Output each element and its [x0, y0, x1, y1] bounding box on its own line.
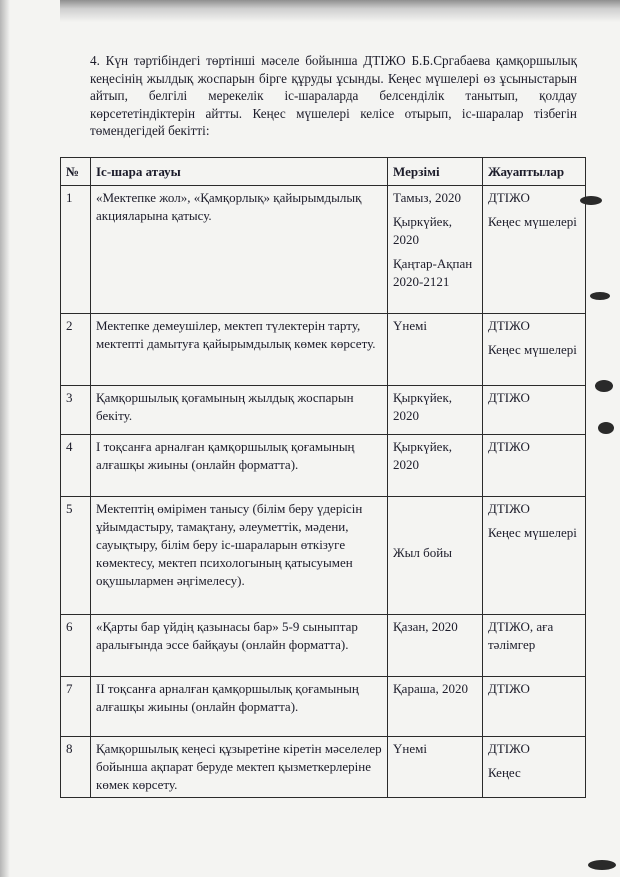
responsible-text: Кеңес мүшелері [488, 214, 577, 229]
table-row [61, 435, 586, 497]
row-number: 4 [61, 435, 91, 497]
punch-hole-mark [598, 422, 614, 434]
activity-plan-table [60, 157, 586, 798]
row-number: 6 [61, 615, 91, 677]
deadline-text: Қаңтар-Ақпан 2020-2121 [393, 256, 473, 289]
deadline-cell [388, 497, 483, 615]
row-number: 2 [61, 314, 91, 386]
responsible-cell [483, 737, 586, 798]
responsible-text: ДТІЖО [488, 318, 530, 333]
header-num: № [61, 158, 91, 186]
header-deadline: Мерзімі [388, 158, 483, 186]
activity-cell: ІІ тоқсанға арналған қамқоршылық қоғамының алғашқы жиыны (онлайн форматта). [91, 677, 388, 737]
row-number: 5 [61, 497, 91, 615]
punch-hole-mark [588, 860, 616, 870]
activity-cell: Мектептің өмірімен танысу (білім беру үдерісін ұйымдастыру, тамақтану, әлеуметтік, мәдени, сауықтыру, білім беру іс-шараларын өткізуге көмектесу, мектеп психологының қатысуымен оқушылармен әңгімелесу). [91, 497, 388, 615]
scan-left-shadow [0, 0, 10, 877]
deadline-text: Үнемі [393, 741, 427, 756]
deadline-cell [388, 677, 483, 737]
responsible-cell [483, 615, 586, 677]
responsible-text: ДТІЖО [488, 390, 530, 405]
deadline-text: Тамыз, 2020 [393, 190, 461, 205]
deadline-cell [388, 314, 483, 386]
deadline-text: Жыл бойы [393, 544, 452, 560]
deadline-cell [388, 435, 483, 497]
deadline-text: Қыркүйек, 2020 [393, 390, 453, 423]
responsible-cell [483, 386, 586, 435]
activity-cell: Мектепке демеушілер, мектеп түлектерін тарту, мектепті дамытуға қайырымдылық көмек көрсету. [91, 314, 388, 386]
responsible-cell [483, 314, 586, 386]
punch-hole-mark [590, 292, 610, 300]
table-header-row [61, 158, 586, 186]
punch-hole-mark [580, 196, 602, 205]
row-number: 3 [61, 386, 91, 435]
deadline-text: Қараша, 2020 [393, 681, 468, 696]
deadline-cell [388, 737, 483, 798]
responsible-text: ДТІЖО [488, 439, 530, 454]
responsible-text: ДТІЖО [488, 741, 530, 756]
responsible-text: Кеңес мүшелері [488, 525, 577, 540]
responsible-text: Кеңес мүшелері [488, 342, 577, 357]
deadline-cell [388, 186, 483, 314]
responsible-text: ДТІЖО, аға тәлімгер [488, 619, 554, 652]
responsible-cell [483, 186, 586, 314]
intro-paragraph: 4. Күн тәртібіндегі төртінші мәселе бойынша ДТІЖО Б.Б.Сргабаева қамқоршылық кеңесінің жылдық жоспарын бірге құруды ұсынды. Кеңес мүшелері өз ұсыныстарын айтып, белгілі мерекелік іс-шараларда белсенділік танытып, қолдау көрсететіндіктерін айтты. Кеңес мүшелері келісе отырып, іс-шаралар тізбегін төмендегідей бекітті: [90, 53, 577, 138]
row-number: 8 [61, 737, 91, 798]
deadline-text: Қыркүйек, 2020 [393, 214, 453, 247]
responsible-text: Кеңес [488, 765, 521, 780]
punch-hole-mark [595, 380, 613, 392]
responsible-text: ДТІЖО [488, 190, 530, 205]
header-activity: Іс-шара атауы [91, 158, 388, 186]
activity-cell: Қамқоршылық қоғамының жылдық жоспарын бекіту. [91, 386, 388, 435]
activity-cell: «Қарты бар үйдің қазынасы бар» 5-9 сыныптар аралығында эссе байқауы (онлайн форматта). [91, 615, 388, 677]
table-row [61, 314, 586, 386]
responsible-cell [483, 497, 586, 615]
table-row [61, 677, 586, 737]
table-row [61, 615, 586, 677]
table-row [61, 186, 586, 314]
responsible-text: ДТІЖО [488, 681, 530, 696]
header-responsible: Жауаптылар [483, 158, 586, 186]
deadline-text: Үнемі [393, 318, 427, 333]
activity-cell: «Мектепке жол», «Қамқорлық» қайырымдылық акцияларына қатысу. [91, 186, 388, 314]
table-row [61, 497, 586, 615]
table-row [61, 386, 586, 435]
row-number: 7 [61, 677, 91, 737]
deadline-text: Қыркүйек, 2020 [393, 439, 453, 472]
activity-cell: І тоқсанға арналған қамқоршылық қоғамының алғашқы жиыны (онлайн форматта). [91, 435, 388, 497]
responsible-cell [483, 677, 586, 737]
responsible-cell [483, 435, 586, 497]
responsible-text: ДТІЖО [488, 501, 530, 516]
row-number: 1 [61, 186, 91, 314]
deadline-text: Қазан, 2020 [393, 619, 458, 634]
table-row [61, 737, 586, 798]
activity-cell: Қамқоршылық кеңесі құзыретіне кіретін мәселелер бойынша ақпарат беруде мектеп қызметкерлеріне көмек көрсету. [91, 737, 388, 798]
scan-top-shadow [60, 0, 620, 22]
deadline-cell [388, 615, 483, 677]
deadline-cell [388, 386, 483, 435]
